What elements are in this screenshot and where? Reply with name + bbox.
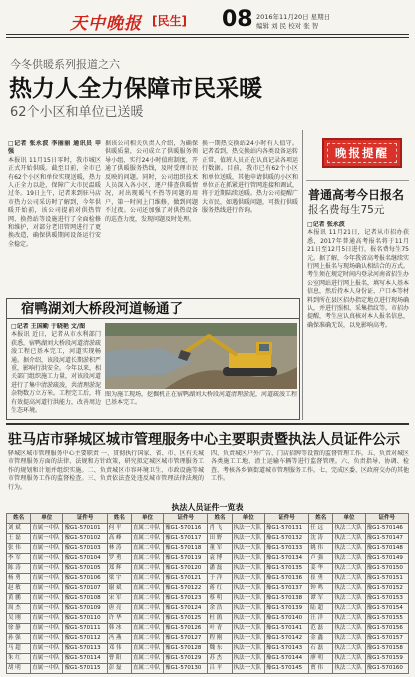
staff-unit-cell: 执法一大队 [232,664,264,674]
staff-unit-cell: 执法二大队 [333,574,365,584]
staff-name-cell: 叶 青 [208,624,232,634]
table-row [7,604,409,614]
staff-name-cell: 廖 明 [309,654,333,664]
staff-cert-cell: 豫G1-570116 [164,524,208,534]
staff-cert-cell: 豫G1-570108 [63,594,107,604]
staff-name-cell: 孙 强 [7,634,31,644]
staff-cert-cell: 豫G1-570114 [63,654,107,664]
staff-name-cell: 程 刚 [208,634,232,644]
staff-name-cell: 唐 亮 [107,604,131,614]
staff-cert-cell: 豫G1-570152 [365,584,408,594]
staff-unit-cell: 执法一大队 [232,594,264,604]
staff-cert-cell: 豫G1-570112 [63,634,107,644]
staff-name-cell: 胡 明 [7,664,31,674]
river-article-text: 本报讯 近日，记者从市水利部门获悉，宿鸭湖刘大桥段河道清淤疏浚工程已基本完工，河道实现畅通。据介绍，该段河道长期淤积严重，影响行洪安全。今年以来，相关部门组织施工力量，对该段河道进行了集中清淤疏浚，共清理淤泥杂物数万立方米。工程完工后，将有效提高河道行洪能力，改善周边生态环境。 [11,331,101,415]
staff-cert-cell: 豫G1-570118 [164,544,208,554]
staff-cert-cell: 豫G1-570102 [63,534,107,544]
staff-unit-cell: 执法二大队 [333,524,365,534]
staff-name-cell: 杜 鹃 [208,614,232,624]
staff-cert-cell: 豫G1-570106 [63,574,107,584]
staff-name-cell: 贾 伟 [309,664,333,674]
table-row [7,594,409,604]
table-row [7,644,409,654]
exam-headline: 普通高考今日报名 [308,188,405,202]
table-row [7,524,409,534]
staff-unit-cell: 执法二大队 [333,604,365,614]
staff-unit-cell: 直属二中队 [131,584,163,594]
staff-cert-cell: 豫G1-570160 [365,664,408,674]
staff-cert-cell: 豫G1-570127 [164,634,208,644]
staff-unit-cell: 执法二大队 [333,594,365,604]
header-rule [6,34,409,35]
staff-name-cell: 周 杰 [7,604,31,614]
staff-name-cell: 彭 磊 [107,664,131,674]
staff-unit-cell: 直属一中队 [31,614,63,624]
staff-cert-cell: 豫G1-570153 [365,594,408,604]
staff-cert-cell: 豫G1-570101 [63,524,107,534]
staff-unit-cell: 直属一中队 [31,584,63,594]
staff-cert-cell: 豫G1-570147 [365,534,408,544]
staff-unit-cell: 直属二中队 [131,544,163,554]
staff-name-cell: 潘 磊 [208,564,232,574]
staff-name-cell: 姚 伟 [309,544,333,554]
staff-name-cell: 罗 勇 [107,554,131,564]
staff-unit-cell: 执法二大队 [333,634,365,644]
staff-unit-cell: 执法一大队 [232,584,264,594]
staff-name-cell: 董 军 [208,544,232,554]
staff-name-cell: 蒋 红 [208,584,232,594]
staff-unit-cell: 执法一大队 [232,624,264,634]
staff-name-cell: 石 磊 [309,644,333,654]
staff-unit-cell: 执法一大队 [232,564,264,574]
exam-article [307,221,409,418]
staff-cert-cell: 豫G1-570124 [164,604,208,614]
staff-cert-cell: 豫G1-570139 [264,604,308,614]
staff-unit-cell: 直属二中队 [131,614,163,624]
staff-name-cell: 崔 勇 [309,574,333,584]
staff-unit-cell: 直属一中队 [31,574,63,584]
staff-cert-cell: 豫G1-570128 [164,644,208,654]
staff-name-cell: 何 平 [107,524,131,534]
staff-name-cell: 吴 刚 [7,614,31,624]
staff-unit-cell: 直属二中队 [131,534,163,544]
header-unit: 单位 [31,514,63,524]
staff-cert-cell: 豫G1-570120 [164,564,208,574]
staff-unit-cell: 执法一大队 [232,634,264,644]
staff-name-cell: 肖 飞 [208,524,232,534]
lead-column-2: 据该公司相关负责人介绍，为确保供暖质量，公司成立了供暖服务领导小组，实行24小时值班制度，开通了供暖服务热线，及时受理市民反映的问题。同时，公司组织技术人员深入各小区，逐户排查供暖情况，对出现暖气不热等问题的用户，第一时间上门维修，做到问题不过夜。公司还加强了对供热设备的巡查力度，发现问题及时处理。 [105,140,198,223]
staff-cert-cell: 豫G1-570121 [164,574,208,584]
staff-name-cell: 许 华 [107,614,131,624]
lead-column-3: 换一期热交换站24小时有人值守。记者看到，热交换站内各类设备运转正常，值班人员正在认真记录各项运行数据。目前，我市已有62个小区和单位送暖，其他申请供暖的小区和单位正在抓紧进行管网连接和调试，将于近期陆续送暖。热力公司提醒广大市民，如遇供暖问题，可拨打供暖服务热线进行咨询。 [202,140,298,215]
staff-cert-cell: 豫G1-570144 [264,654,308,664]
staff-unit-cell: 执法一大队 [232,554,264,564]
lead-column-1 [8,140,101,295]
staff-unit-cell: 执法一大队 [232,604,264,614]
badge-label: 晚报提醒 [335,146,389,160]
staff-name-cell: 谢 斌 [107,584,131,594]
staff-name-cell: 汪 洋 [309,614,333,624]
staff-cert-cell: 豫G1-570110 [63,614,107,624]
staff-unit-cell: 直属二中队 [131,634,163,644]
table-row [7,544,409,554]
staff-cert-cell: 豫G1-570155 [365,614,408,624]
staff-unit-cell: 直属一中队 [31,634,63,644]
staff-cert-cell: 豫G1-570157 [365,634,408,644]
staff-unit-cell: 直属一中队 [31,654,63,664]
header-cert: 证件号 [164,514,208,524]
photo-treeline [105,323,297,336]
staff-unit-cell: 直属一中队 [31,624,63,634]
staff-unit-cell: 直属二中队 [131,624,163,634]
staff-name-cell: 冯 燕 [107,634,131,644]
staff-unit-cell: 直属一中队 [31,644,63,654]
staff-name-cell: 卢 强 [309,554,333,564]
header-unit: 单位 [232,514,264,524]
staff-cert-cell: 豫G1-570159 [365,654,408,664]
staff-cert-cell: 豫G1-570133 [264,544,308,554]
staff-unit-cell: 直属二中队 [131,574,163,584]
staff-name-cell: 陆 超 [309,604,333,614]
staff-unit-cell: 直属二中队 [131,524,163,534]
staff-cert-cell: 豫G1-570130 [164,664,208,674]
exam-subheadline: 报名费每生75元 [308,204,385,216]
staff-unit-cell: 直属一中队 [31,524,63,534]
public-notice-headline: 驻马店市驿城区城市管理服务中心主要职责暨执法人员证件公示 [8,432,400,448]
staff-cert-cell: 豫G1-570136 [264,574,308,584]
staff-unit-cell: 执法一大队 [232,524,264,534]
header-unit: 单位 [131,514,163,524]
staff-name-cell: 高 峰 [107,534,131,544]
staff-unit-cell: 直属一中队 [31,554,63,564]
notice-rule [306,180,409,181]
staff-unit-cell: 执法二大队 [333,614,365,624]
staff-name-cell: 宋 军 [107,594,131,604]
staff-name-cell: 余 浩 [208,604,232,614]
staff-table-header [7,514,409,524]
header-cert: 证件号 [63,514,107,524]
staff-cert-cell: 豫G1-570109 [63,604,107,614]
excavator-photo [105,323,297,389]
header-name: 姓名 [107,514,131,524]
staff-unit-cell: 执法二大队 [333,644,365,654]
staff-name-cell: 梁 宇 [107,574,131,584]
staff-cert-cell: 豫G1-570156 [365,624,408,634]
newspaper-logo: 天中晚报 [70,14,142,34]
staff-cert-cell: 豫G1-570117 [164,534,208,544]
staff-unit-cell: 执法二大队 [333,544,365,554]
staff-name-cell: 姜 华 [309,564,333,574]
header-cert: 证件号 [264,514,308,524]
staff-cert-cell: 豫G1-570126 [164,624,208,634]
staff-unit-cell: 执法二大队 [333,624,365,634]
staff-name-cell: 沈 涛 [309,534,333,544]
staff-table-title: 执法人员证件一览表 [171,503,244,512]
staff-unit-cell: 直属二中队 [131,604,163,614]
staff-unit-cell: 直属二中队 [131,654,163,664]
header-row [7,514,409,524]
staff-cert-cell: 豫G1-570151 [365,574,408,584]
table-row [7,664,409,674]
lead-byline: □记者 张永波 李丽丽 通讯员 申 强 [8,140,101,156]
table-row [7,654,409,664]
exam-byline: □记者 张永波 [307,221,345,228]
staff-unit-cell: 直属二中队 [131,664,163,674]
staff-name-cell: 谭 军 [309,594,333,604]
staff-cert-cell: 豫G1-570135 [264,564,308,574]
header-name: 姓名 [7,514,31,524]
staff-cert-cell: 豫G1-570158 [365,644,408,654]
staff-unit-cell: 执法一大队 [232,614,264,624]
series-kicker: 今冬供暖系列报道之六 [10,58,120,71]
staff-unit-cell: 执法一大队 [232,644,264,654]
header-name: 姓名 [208,514,232,524]
staff-unit-cell: 执法二大队 [333,654,365,664]
staff-cert-cell: 豫G1-570132 [264,534,308,544]
lead-headline: 热力人全力保障市民采暖 [9,76,262,102]
staff-cert-cell: 豫G1-570154 [365,604,408,614]
table-row [7,534,409,544]
staff-cert-cell: 豫G1-570129 [164,654,208,664]
staff-name-cell: 吕 平 [208,664,232,674]
staff-name-cell: 曹 阳 [107,654,131,664]
staff-unit-cell: 执法一大队 [232,574,264,584]
staff-unit-cell: 执法二大队 [333,584,365,594]
staff-name-cell: 于 洋 [208,574,232,584]
duties-text-left: 驿城区城市管理服务中心主要职责 一、贯彻执行国家、省、市、区有关城市管理服务方面的法律、法规和方针政策，研究拟定城区城市管理服务工作的规划和计划并组织实施。二、负责城区市容环境卫生、市政设施等城市管理服务工作的监督检查。三、负责依法查处违反城市管理法律法规的行为。 [8,450,204,491]
staff-name-cell: 赵 敏 [7,584,31,594]
column-divider [302,130,303,420]
staff-unit-cell: 直属一中队 [31,534,63,544]
header-name: 姓名 [309,514,333,524]
staff-name-cell: 李 军 [7,554,31,564]
issue-date: 2016年11月20日 星期日 [256,13,331,21]
staff-name-cell: 袁 博 [208,554,232,564]
staff-cert-cell: 豫G1-570119 [164,554,208,564]
staff-name-cell: 马 超 [7,644,31,654]
staff-cert-cell: 豫G1-570146 [365,524,408,534]
staff-unit-cell: 执法二大队 [333,664,365,674]
staff-name-cell: 魏 东 [208,644,232,654]
staff-unit-cell: 直属一中队 [31,604,63,614]
staff-cert-cell: 豫G1-570123 [164,594,208,604]
header-rule-thin [6,37,409,38]
staff-cert-cell: 豫G1-570125 [164,614,208,624]
staff-name-cell: 邓 伟 [107,644,131,654]
staff-table-body [7,524,409,674]
staff-unit-cell: 执法二大队 [333,564,365,574]
staff-unit-cell: 执法一大队 [232,654,264,664]
staff-name-cell: 任 远 [309,524,333,534]
staff-name-cell: 王 磊 [7,534,31,544]
staff-cert-cell: 豫G1-570103 [63,544,107,554]
lead-subheadline: 62个小区和单位已送暖 [10,105,144,120]
staff-cert-cell: 豫G1-570104 [63,554,107,564]
photo-caption: 图为施工现场，挖掘机正在宿鸭湖刘大桥段河道清理淤泥，河道疏浚工程已基本完工。 [105,391,297,407]
staff-cert-cell: 豫G1-570143 [264,644,308,654]
staff-cert-cell: 豫G1-570115 [63,664,107,674]
staff-unit-cell: 执法二大队 [333,534,365,544]
table-row [7,614,409,624]
staff-name-cell: 朱 红 [7,654,31,664]
header-cert: 证件号 [365,514,408,524]
staff-cert-cell: 豫G1-570149 [365,554,408,564]
exam-article-text: 本报讯 11月21日，记者从市招办获悉，2017年普通高考报名将于11月21日至12月5日进行，报名费每生75元。据了解，今年我省高考报名继续实行网上报名与现场确认相结合的方式。考生须在规定时间内登录河南省招生办公室网站进行网上报名，填写本人基本信息，然后持本人身份证、户口本等材料到所在县区招办指定地点进行现场确认，并进行照相、采集指纹等。市招办提醒，考生应认真核对本人报名信息，确保准确无误，以免影响高考。 [307,229,409,329]
river-byline: □记者 王国勤 于晓艳 文/图 [11,323,86,330]
excavator-window [259,344,269,351]
staff-name-cell: 范 磊 [309,624,333,634]
staff-name-cell: 苏 杰 [208,654,232,664]
staff-cert-cell: 豫G1-570145 [264,664,308,674]
reminder-badge [322,138,402,168]
staff-cert-cell: 豫G1-570105 [63,564,107,574]
staff-name-cell: 金 鑫 [309,634,333,644]
section-rule [6,423,409,425]
river-article-body [11,323,101,417]
staff-name-cell: 韩 冰 [107,624,131,634]
river-headline: 宿鸭湖刘大桥段河道畅通了 [7,299,299,319]
page-number: 08 [222,7,253,32]
table-row [7,564,409,574]
staff-name-cell: 张 伟 [7,544,31,554]
staff-name-cell: 徐 静 [7,624,31,634]
staff-cert-cell: 豫G1-570140 [264,614,308,624]
table-row [7,574,409,584]
staff-cert-cell: 豫G1-570142 [264,634,308,644]
staff-name-cell: 刘 斌 [7,524,31,534]
staff-cert-cell: 豫G1-570107 [63,584,107,594]
staff-cert-cell: 豫G1-570148 [365,544,408,554]
section-label: [民生] [152,14,187,28]
staff-unit-cell: 直属一中队 [31,564,63,574]
staff-cert-cell: 豫G1-570137 [264,584,308,594]
staff-name-cell: 田 野 [208,534,232,544]
lead-column-1-text: 本报讯 11月15日零时，我市城区正式开始供暖。截至目前，全市已有62个小区和单位实现送暖，热力人正全力以赴，保障广大市民温暖过冬。19日上午，记者来到驻马店市热力公司采访时了解到，今年供暖开始前，该公司提前对供热管网、换热站等设施进行了全面检修和维护，对部分老旧管网进行了更换改造，确保供暖期间设备运行安全稳定。 [8,156,101,248]
excavator-tracks [223,367,277,376]
staff-unit-cell: 直属二中队 [131,644,163,654]
river-article [6,298,300,420]
staff-unit-cell: 直属一中队 [31,544,63,554]
staff-unit-cell: 直属二中队 [131,594,163,604]
staff-cert-cell: 豫G1-570111 [63,624,107,634]
staff-cert-cell: 豫G1-570122 [164,584,208,594]
staff-unit-cell: 直属一中队 [31,594,63,604]
staff-name-cell: 黄 鹏 [7,594,31,604]
staff-cert-cell: 豫G1-570138 [264,594,308,604]
header-unit: 单位 [333,514,365,524]
staff-certificate-table [6,513,409,674]
table-row [7,584,409,594]
staff-name-cell: 林 涛 [107,544,131,554]
staff-cert-cell: 豫G1-570134 [264,554,308,564]
staff-cert-cell: 豫G1-570150 [365,564,408,574]
table-row [7,554,409,564]
staff-unit-cell: 直属二中队 [131,564,163,574]
staff-name-cell: 陈 涛 [7,564,31,574]
table-row [7,634,409,644]
staff-unit-cell: 直属一中队 [31,664,63,674]
editor-credits: 编辑 刘 民 校对 张 智 [256,22,319,30]
staff-unit-cell: 直属二中队 [131,554,163,564]
duties-text-right: 四、负责城区户外广告、门店招牌等设置的监督管理工作。五、负责对城区各类施工工地、渣土运输车辆等进行监督管理。六、负责指导、协调、检查、考核各乡镇街道城市管理服务工作。七、完成区委、区政府交办的其他工作。 [211,450,409,483]
staff-cert-cell: 豫G1-570131 [264,524,308,534]
staff-name-cell: 杨 勇 [7,574,31,584]
staff-cert-cell: 豫G1-570113 [63,644,107,654]
staff-name-cell: 钟 鸣 [309,584,333,594]
staff-name-cell: 郑 辉 [107,564,131,574]
staff-unit-cell: 执法一大队 [232,534,264,544]
staff-name-cell: 蔡 明 [208,594,232,604]
table-row [7,624,409,634]
staff-cert-cell: 豫G1-570141 [264,624,308,634]
staff-unit-cell: 执法一大队 [232,544,264,554]
staff-unit-cell: 执法二大队 [333,554,365,564]
